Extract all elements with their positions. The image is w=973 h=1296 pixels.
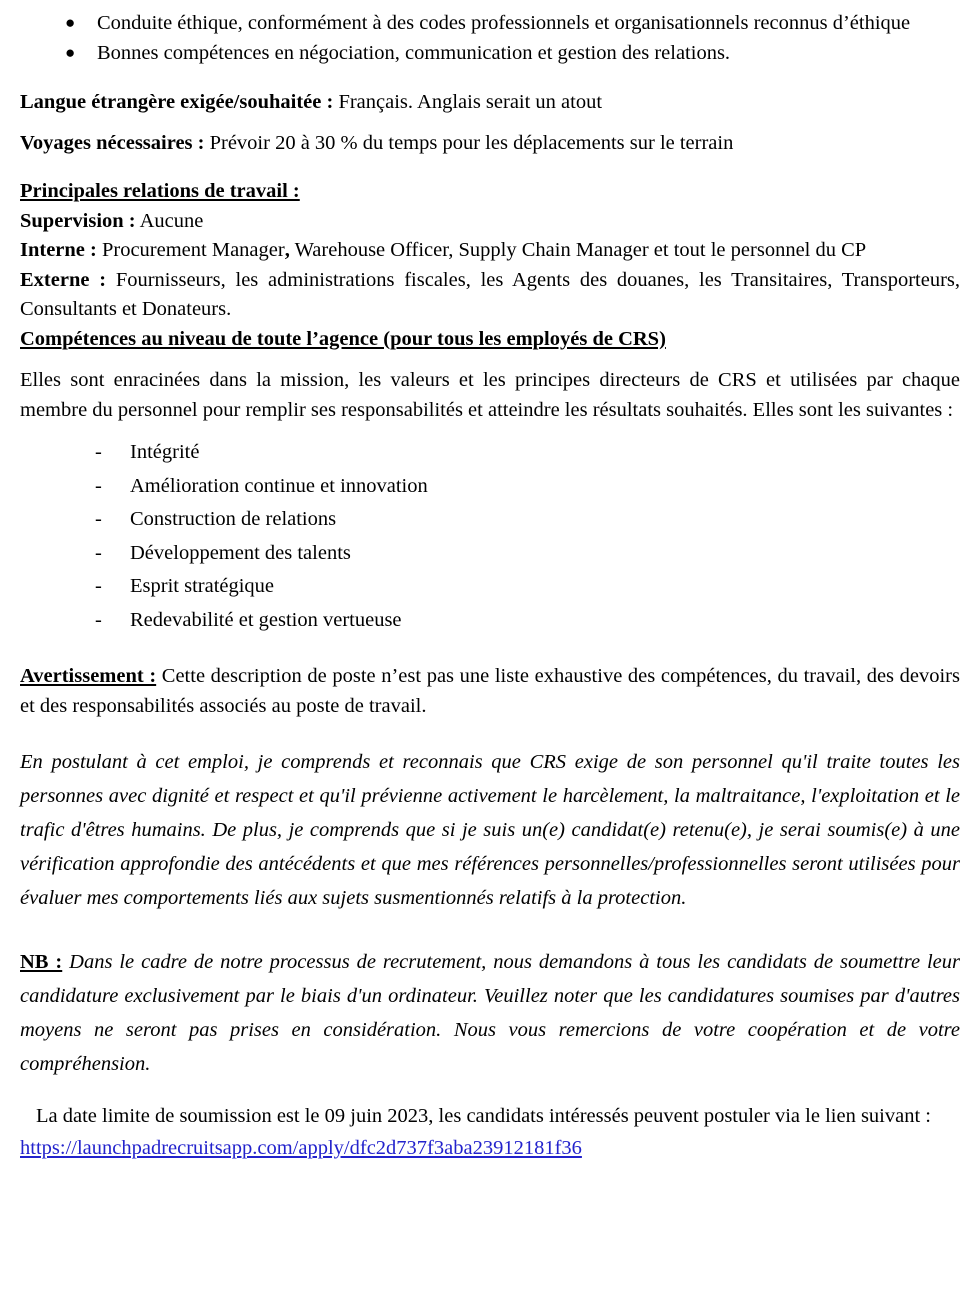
- dash-icon: -: [95, 474, 102, 497]
- spacer: [20, 915, 960, 945]
- supervision-value: Aucune: [139, 209, 204, 232]
- disclaimer-paragraph: [20, 661, 960, 721]
- external-relations-label: Externe :: [20, 268, 107, 291]
- internal-relations-line: [20, 236, 960, 266]
- working-relations-heading: [20, 177, 960, 207]
- list-item: [20, 570, 960, 604]
- spacer: [20, 721, 960, 745]
- agency-competencies-heading: [20, 325, 960, 355]
- spacer: [20, 637, 960, 661]
- list-item-text: Intégrité: [130, 441, 200, 463]
- language-requirement-label: Langue étrangère exigée/souhaitée :: [20, 91, 334, 113]
- list-item: [20, 604, 960, 638]
- application-link[interactable]: https://launchpadrecruitsapp.com/apply/dfc2d737f3aba23912181f36: [20, 1137, 582, 1159]
- language-requirement-line: [20, 87, 960, 117]
- note-text: Dans le cadre de notre processus de recrutement, nous demandons à tous les candidats de soumettre leur candidature exclusivement par le biais d'un ordinateur. Veuillez noter que les candidatures soumises par d'autres moyens ne seront pas prises en considération. Nous vous remercions de votre coopération et de votre compréhension.: [20, 951, 961, 1075]
- disclaimer-text: Cette description de poste n’est pas une liste exhaustive des compétences, du travail, des devoirs et des responsabilités associés au poste de travail.: [20, 665, 960, 717]
- list-item: [20, 38, 960, 68]
- list-item-text: Amélioration continue et innovation: [130, 474, 428, 497]
- spacer: [20, 1081, 960, 1100]
- list-item: [20, 8, 960, 38]
- list-item-text: Bonnes compétences en négociation, communication et gestion des relations.: [97, 42, 731, 64]
- supervision-line: [20, 207, 960, 237]
- list-item: [20, 537, 960, 571]
- travel-requirement-value: Prévoir 20 à 30 % du temps pour les déplacements sur le terrain: [209, 132, 734, 154]
- agency-competencies-intro: Elles sont enracinées dans la mission, les valeurs et les principes directeurs de CRS et utilisées par chaque membre du personnel pour remplir ses responsabilités et atteindre les résultats souhaités. Elles sont les suivantes :: [20, 369, 960, 421]
- agency-competencies-heading-text: Compétences au niveau de toute l’agence (pour tous les employés de CRS): [20, 327, 666, 350]
- dash-icon: -: [95, 541, 102, 564]
- list-item-text: Redevabilité et gestion vertueuse: [130, 608, 402, 631]
- external-relations-value: Fournisseurs, les administrations fiscales, les Agents des douanes, les Transitaires, Transporteurs, Consultants et Donateurs.: [20, 268, 961, 320]
- note-paragraph: [20, 945, 960, 1081]
- dash-icon: -: [95, 508, 102, 530]
- external-relations-line: [20, 266, 960, 325]
- working-relations-heading-text: Principales relations de travail :: [20, 180, 300, 202]
- internal-relations-value-part2: Warehouse Officer, Supply Chain Manager et tout le personnel du CP: [294, 239, 867, 261]
- internal-relations-value-part1: Procurement Manager: [101, 239, 285, 261]
- list-item-text: Conduite éthique, conformément à des codes professionnels et organisationnels reconnus d’éthique: [97, 12, 911, 34]
- dash-icon: -: [95, 608, 102, 631]
- bullet-icon: ●: [65, 13, 76, 32]
- list-item: [20, 470, 960, 504]
- supervision-label: Supervision :: [20, 209, 136, 232]
- spacer: [20, 354, 960, 365]
- spacer: [20, 68, 960, 87]
- dash-icon: -: [95, 441, 102, 463]
- list-item: [20, 503, 960, 537]
- list-item-text: Esprit stratégique: [130, 575, 275, 597]
- application-text: La date limite de soumission est le 09 juin 2023, les candidats intéressés peuvent postuler via le lien suivant :: [36, 1105, 931, 1127]
- travel-requirement-label: Voyages nécessaires :: [20, 132, 205, 154]
- spacer: [20, 117, 960, 128]
- ethics-bullet-list: [20, 8, 960, 68]
- internal-relations-comma: ,: [284, 239, 290, 261]
- agency-competencies-list: [20, 436, 960, 637]
- travel-requirement-line: [20, 128, 960, 158]
- disclaimer-label: Avertissement :: [20, 665, 157, 687]
- list-item: [20, 436, 960, 470]
- list-item-text: Construction de relations: [130, 508, 337, 530]
- bullet-icon: ●: [65, 43, 76, 62]
- dash-icon: -: [95, 575, 102, 597]
- spacer: [20, 425, 960, 436]
- list-item-text: Développement des talents: [130, 541, 351, 564]
- acknowledgement-paragraph: En postulant à cet emploi, je comprends et reconnais que CRS exige de son personnel qu'il traite toutes les personnes avec dignité et respect et qu'il prévienne activement le harcèlement, la maltraitance, l'exploitation et le trafic d'êtres humains. De plus, je comprends que si je suis un(e) candidat(e) retenu(e), je serai soumis(e) à une vérification approfondie des antécédents et que mes références personnelles/professionnelles seront utilisées pour évaluer mes comportements liés aux sujets susmentionnés relatifs à la protection.: [20, 751, 960, 909]
- note-label: NB :: [20, 951, 63, 973]
- spacer: [20, 158, 960, 177]
- language-requirement-value: Français. Anglais serait un atout: [338, 91, 603, 113]
- internal-relations-label: Interne :: [20, 239, 97, 261]
- application-paragraph: [20, 1100, 960, 1164]
